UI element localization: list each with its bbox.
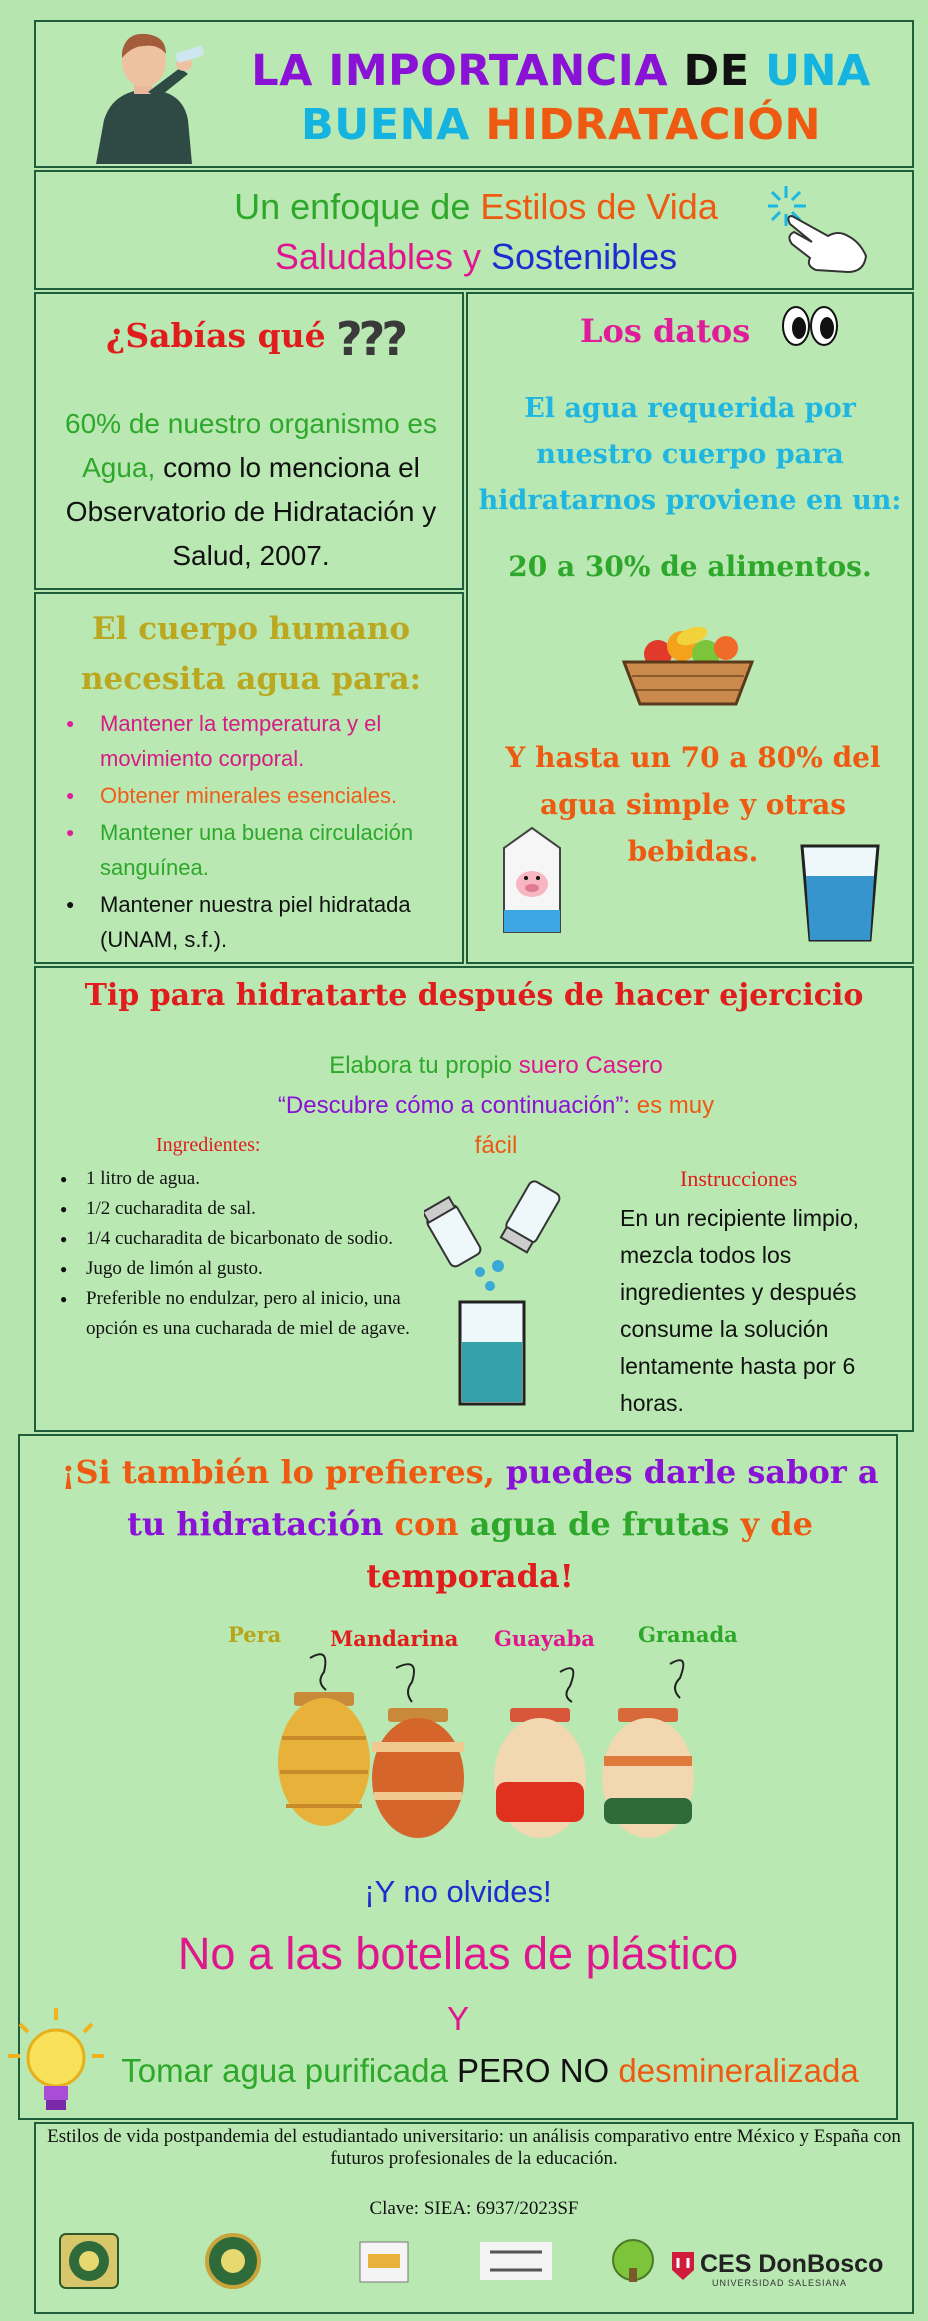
exercise-tip-panel [34, 966, 914, 1432]
subtitle [116, 182, 836, 282]
tip-sub-part: suero Casero [518, 1052, 663, 1079]
ingredients-title: Ingredientes: [156, 1134, 261, 1156]
tip-sub-part: Elabora tu propio [329, 1052, 513, 1079]
facts-text: El agua requerida por nuestro cuerpo para hidratarnos proviene en un: [478, 393, 902, 516]
man-drinking-water-icon [88, 28, 208, 164]
title-part: a tu hidratación [127, 1453, 879, 1543]
list-item: ● Mantener la temperatura y el movimiento corporal. [66, 706, 456, 776]
title-word: UNA [765, 46, 871, 96]
fruit-label-pera: Pera [228, 1622, 282, 1647]
title-part: ¡Si también lo prefieres, [61, 1453, 495, 1491]
list-item: ● Jugo de limón al gusto. [60, 1254, 420, 1284]
title-part: agua de frutas [469, 1505, 730, 1543]
did-you-know-source: como lo menciona el Observatorio de Hidratación y Salud, 2007. [65, 452, 437, 571]
drink-purified-water-text [90, 2052, 890, 2090]
list-item: ● 1 litro de agua. [60, 1164, 420, 1194]
jar-granada [602, 1708, 694, 1838]
list-item: ● Preferible no endulzar, pero al inicio, una opción es una cucharada de miel de agave. [60, 1284, 420, 1344]
facts-title: Los datos [580, 312, 751, 350]
ces-donbosco-logo-text: CES DonBosco [700, 2250, 884, 2278]
subtitle-part: Sostenibles [491, 236, 678, 277]
fruit-label-guayaba: Guayaba [494, 1626, 595, 1651]
tomar-part: Tomar agua purificada [121, 2052, 448, 2089]
title-word: BUENA [301, 100, 470, 150]
no-plastic-text: No a las botellas de plástico [177, 1928, 739, 1979]
fruit-basket-icon [618, 614, 758, 710]
food-percentage: 20 a 30% de alimentos. [508, 550, 872, 583]
page-title [226, 44, 896, 152]
instructions-text: En un recipiente limpio, mezcla todos los ingredientes y después consume la solución lentamente hasta por 6 horas. [620, 1205, 860, 1416]
faculty-seal-logo [202, 2232, 264, 2292]
eyes-icon [780, 302, 840, 352]
subtitle-part: Estilos de Vida [480, 186, 718, 227]
list-item: ● 1/4 cucharadita de bicarbonato de sodio. [60, 1224, 420, 1254]
fruit-water-panel [18, 1434, 898, 2120]
did-you-know-title: ¿Sabías qué [106, 316, 326, 355]
jar-mandarina [372, 1708, 464, 1838]
ces-shield-logo [670, 2250, 696, 2282]
tip-sub-part: es muy fácil [474, 1092, 715, 1159]
title-word: HIDRATACIÓN [485, 100, 821, 150]
instructions-title: Instrucciones [680, 1166, 798, 1191]
fruit-label-granada: Granada [638, 1622, 738, 1647]
body-needs-panel [34, 592, 464, 964]
water-jars-icon [270, 1642, 710, 1862]
subtitle-panel [34, 170, 914, 290]
footer-panel [34, 2122, 914, 2314]
ces-donbosco-subtitle: UNIVERSIDAD SALESIANA [712, 2278, 848, 2288]
subtitle-part: Un enfoque de [234, 186, 471, 227]
tip-title: Tip para hidratarte después de hacer ejercicio [84, 978, 864, 1013]
iesu-logo [476, 2232, 556, 2292]
title-word: LA IMPORTANCIA [251, 46, 669, 96]
body-needs-title: El cuerpo humano necesita agua para: [80, 611, 422, 697]
title-word: DE [683, 46, 750, 96]
research-group-logo [356, 2232, 412, 2292]
tip-subtitle [256, 1046, 736, 1166]
pointing-hand-icon [756, 180, 876, 280]
dont-forget-text: ¡Y no olvides! [364, 1874, 552, 1909]
tip-sub-part: “Descubre cómo a continuación”: [277, 1092, 631, 1119]
tomar-part: desmineralizada [618, 2052, 859, 2089]
fruit-water-title [60, 1446, 880, 1602]
did-you-know-panel [34, 292, 464, 590]
fruit-label-mandarina: Mandarina [330, 1626, 459, 1651]
title-part: con [394, 1505, 459, 1543]
university-seal-logo [58, 2232, 120, 2292]
body-needs-list [66, 706, 456, 959]
jar-pera [278, 1692, 370, 1826]
list-item: ● Mantener una buena circulación sanguínea. [66, 815, 456, 885]
water-percentage-2: Y hasta un 70 a 80% del agua simple y otras bebidas. [505, 741, 881, 868]
footer-clave: Clave: SIEA: 6937/2023SF [369, 2198, 579, 2219]
question-marks-icon: ??? [336, 312, 405, 366]
title-part: temporada! [366, 1557, 574, 1595]
ingredients-list [60, 1164, 420, 1344]
subtitle-part: y [463, 236, 481, 277]
title-part: y de [740, 1505, 813, 1543]
header-panel [34, 20, 914, 168]
title-part: puedes darle sabor [505, 1453, 847, 1491]
jar-guayaba [494, 1708, 586, 1838]
list-item: ● Mantener nuestra piel hidratada (UNAM, s.f.). [66, 887, 456, 957]
list-item: ● Obtener minerales esenciales. [66, 778, 456, 813]
subtitle-part: Saludables [274, 236, 453, 277]
tomar-part: PERO NO [457, 2052, 610, 2089]
salt-shakers-and-beaker-icon [424, 1168, 574, 1408]
facts-panel [466, 292, 914, 964]
and-text: Y [446, 2000, 469, 2037]
water-percentage: 60% de nuestro organismo es Agua, [65, 408, 437, 483]
milk-carton-icon [498, 824, 568, 936]
glass-of-water-icon [798, 842, 882, 946]
institution-tree-logo [608, 2232, 658, 2292]
list-item: ● 1/2 cucharadita de sal. [60, 1194, 420, 1224]
footer-project-text: Estilos de vida postpandemia del estudiantado universitario: un análisis comparativo entre México y España con futuros profesionales de la educación. [47, 2126, 901, 2169]
did-you-know-text [46, 402, 456, 578]
